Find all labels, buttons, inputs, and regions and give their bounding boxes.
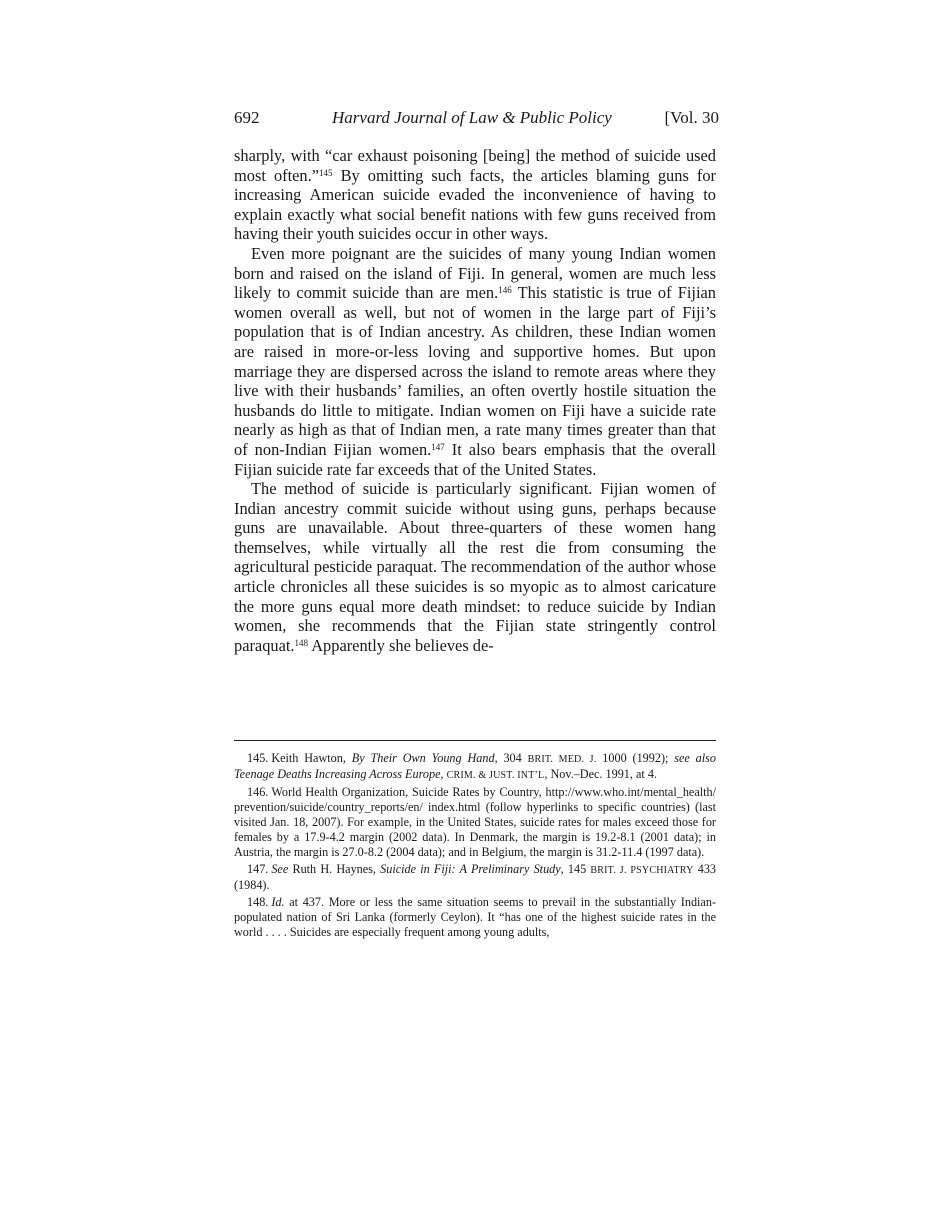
running-header bbox=[234, 108, 719, 130]
who-link[interactable]: http://www.who.int/mental_health/prevention/suicide/country_reports/en/ index.html bbox=[234, 785, 716, 814]
volume-label: [Vol. 30 bbox=[664, 108, 719, 127]
footnote-146: 146. World Health Organization, Suicide Rates by Country, http://www.who.int/mental_health/prevention/suicide/country_reports/en/ index.html (follow hyperlinks to specific countries) (last visited Jan. 18, 2007). For example, in the United States, suicide rates for males exceed those for females by a 17.9-4.2 margin (2002 data). In Denmark, the margin is 19.2-8.1 (2001 data); in Austria, the margin is 27.0-8.2 (2004 data); and in Belgium, the margin is 31.2-11.4 (1997 data). bbox=[234, 785, 717, 859]
paragraph-1: sharply, with “car exhaust poisoning [being] the method of suicide used most often.”$^{145}$ By omitting such facts, the articles blaming guns for increasing American suicide evaded the inconvenience of having to explain exactly what social benefit nations with few guns received from having their youth suicides occur in other ways. bbox=[234, 146, 716, 244]
footnote-ref-146[interactable]: 146 bbox=[498, 285, 512, 296]
paragraph-3: The method of suicide is particularly significant. Fijian women of Indian ancestry commit suicide without using guns, perhaps because guns are unavailable. About three-quarters of these women hang themselves, while virtually all the rest die from consuming the agricultural pesticide paraquat. The recommendation of the author whose article chronicles all these suicides is so myopic as to almost caricature the more guns equal more death mindset: to reduce suicide by Indian women, she recommends that the Fijian state stringently control paraquat.$^{148}$ Apparently she believes de- bbox=[234, 479, 716, 655]
paragraph-2: Even more poignant are the suicides of many young Indian women born and raised on the island of Fiji. In general, women are much less likely to commit suicide than are men.$^{146}$ This statistic is true of Fijian women overall as well, but not of women in the large part of Fiji’s population that is of Indian ancestry. As children, these Indian women are raised in more-or-less loving and supportive homes. But upon marriage they are dispersed across the island to remote areas where they live with their husbands’ families, an often overtly hostile situation the husbands do little to mitigate. Indian women on Fiji have a suicide rate nearly as high as that of Indian men, a rate many times greater than that of non-Indian Fijian women.$^{147}$ It also bears emphasis that the overall Fijian suicide rate far exceeds that of the United States. bbox=[234, 243, 716, 479]
journal-title: Harvard Journal of Law & Public Policy bbox=[332, 108, 612, 127]
footnotes bbox=[234, 751, 716, 942]
footnote-divider bbox=[234, 740, 716, 741]
footnote-147: 147. See Ruth H. Haynes, Suicide in Fiji: A Preliminary Study, 145 BRIT. J. PSYCHIATRY 433 (1984). bbox=[234, 862, 717, 892]
footnote-ref-145[interactable]: 145 bbox=[319, 167, 333, 178]
footnote-ref-147[interactable]: 147 bbox=[431, 441, 445, 452]
footnote-148: 148. Id. at 437. More or less the same situation seems to prevail in the substantially Indian-populated nation of Sri Lanka (formerly Ceylon). It “has one of the highest suicide rates in the world . . . . Suicides are especially frequent among young adults, bbox=[234, 895, 716, 939]
main-text bbox=[234, 146, 716, 655]
page-number: 692 bbox=[234, 108, 260, 127]
footnote-ref-148[interactable]: 148 bbox=[294, 637, 309, 648]
footnote-145: 145. Keith Hawton, By Their Own Young Hand, 304 BRIT. MED. J. 1000 (1992); see also Teenage Deaths Increasing Across Europe, CRIM. & JUST. INT’L, Nov.–Dec. 1991, at 4. bbox=[234, 751, 716, 781]
